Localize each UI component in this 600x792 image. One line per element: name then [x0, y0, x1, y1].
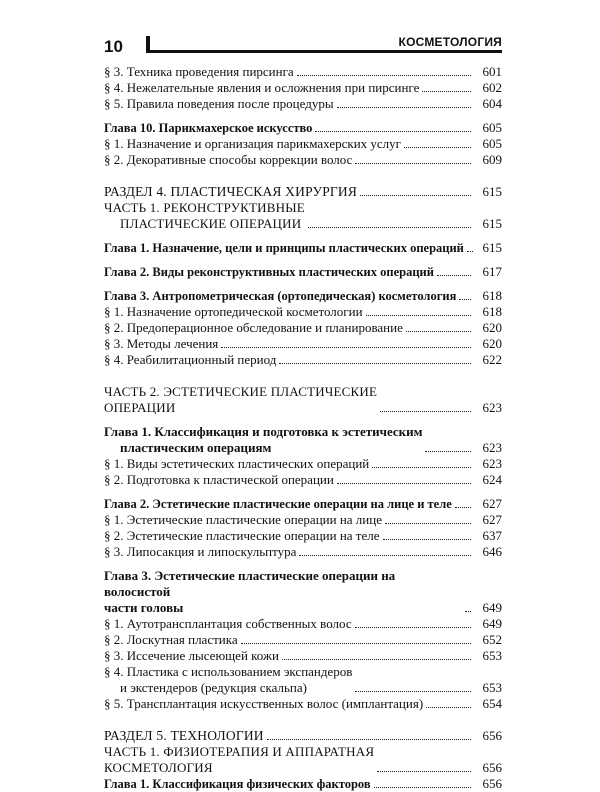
toc-entry[interactable]: § 1. Эстетические пластические операции на лице 627 — [104, 512, 502, 527]
toc-entry[interactable]: § 2. Лоскутная пластика 652 — [104, 632, 502, 647]
toc-page: 620 — [482, 320, 502, 335]
toc-chapter[interactable]: Глава 3. Антропометрическая (ортопедическая) косметология 618 — [104, 288, 502, 303]
toc-page: 602 — [482, 80, 502, 95]
toc-page: 656 — [482, 728, 502, 743]
toc-chapter[interactable]: Глава 10. Парикмахерское искусство 605 — [104, 120, 502, 135]
toc-page: 609 — [482, 152, 502, 167]
toc-page: 649 — [482, 616, 502, 631]
header-rule — [146, 50, 502, 53]
table-of-contents — [104, 64, 502, 792]
toc-section[interactable]: РАЗДЕЛ 5. ТЕХНОЛОГИИ 656 — [104, 728, 502, 743]
toc-part[interactable]: ЧАСТЬ 2. ЭСТЕТИЧЕСКИЕ ПЛАСТИЧЕСКИЕ ОПЕРАЦИИ 623 — [104, 384, 502, 415]
toc-page: 601 — [482, 64, 502, 79]
toc-page: 653 — [482, 648, 502, 663]
toc-page: 637 — [482, 528, 502, 543]
toc-page: 623 — [482, 400, 502, 415]
toc-entry[interactable]: § 1. Аутотрансплантация собственных волос 649 — [104, 616, 502, 631]
toc-entry[interactable]: § 4. Пластика с использованием экспандеров и экстендеров (редукция скальпа) 653 — [104, 664, 502, 695]
toc-entry[interactable]: § 5. Правила поведения после процедуры 604 — [104, 96, 502, 111]
toc-page: 623 — [482, 456, 502, 471]
toc-page: 627 — [482, 512, 502, 527]
toc-page: 618 — [482, 288, 502, 303]
page-header — [104, 34, 502, 58]
toc-entry[interactable]: § 1. Назначение ортопедической косметологии 618 — [104, 304, 502, 319]
page-number: 10 — [104, 37, 123, 56]
toc-page: 624 — [482, 472, 502, 487]
toc-chapter[interactable]: Глава 1. Назначение, цели и принципы пластических операций 615 — [104, 240, 502, 255]
toc-chapter[interactable]: Глава 1. Классификация физических факторов 656 — [104, 776, 502, 791]
toc-page: 622 — [482, 352, 502, 367]
toc-entry[interactable]: § 5. Трансплантация искусственных волос (имплантация) 654 — [104, 696, 502, 711]
toc-entry[interactable]: § 2. Предоперационное обследование и планирование 620 — [104, 320, 502, 335]
toc-page: 646 — [482, 544, 502, 559]
toc-entry[interactable]: § 3. Методы лечения 620 — [104, 336, 502, 351]
toc-page: 605 — [482, 136, 502, 151]
running-title: КОСМЕТОЛОГИЯ — [391, 35, 502, 49]
toc-entry[interactable]: § 4. Нежелательные явления и осложнения при пирсинге 602 — [104, 80, 502, 95]
toc-entry[interactable]: § 1. Назначение и организация парикмахерских услуг 605 — [104, 136, 502, 151]
toc-part[interactable]: ЧАСТЬ 1. ФИЗИОТЕРАПИЯ И АППАРАТНАЯ КОСМЕТОЛОГИЯ 656 — [104, 744, 502, 775]
toc-entry[interactable]: § 2. Подготовка к пластической операции 624 — [104, 472, 502, 487]
toc-page: 620 — [482, 336, 502, 351]
toc-chapter[interactable]: Глава 1. Классификация и подготовка к эстетическим пластическим операциям 623 — [104, 424, 502, 455]
toc-page: 654 — [482, 696, 502, 711]
toc-page: 649 — [482, 600, 502, 615]
toc-page: 615 — [482, 216, 502, 231]
toc-page: 617 — [482, 264, 502, 279]
toc-page: 623 — [482, 440, 502, 455]
toc-section[interactable]: РАЗДЕЛ 4. ПЛАСТИЧЕСКАЯ ХИРУРГИЯ 615 — [104, 184, 502, 199]
toc-page: 615 — [482, 184, 502, 199]
toc-page: 615 — [482, 240, 502, 255]
toc-entry[interactable]: § 1. Виды эстетических пластических операций 623 — [104, 456, 502, 471]
toc-page: 652 — [482, 632, 502, 647]
toc-part[interactable]: ЧАСТЬ 1. РЕКОНСТРУКТИВНЫЕ ПЛАСТИЧЕСКИЕ ОПЕРАЦИИ 615 — [104, 200, 502, 231]
toc-page: 656 — [482, 776, 502, 791]
toc-entry[interactable]: § 3. Техника проведения пирсинга 601 — [104, 64, 502, 79]
toc-entry[interactable]: § 3. Липосакция и липоскульптура 646 — [104, 544, 502, 559]
toc-page: 605 — [482, 120, 502, 135]
toc-page: 618 — [482, 304, 502, 319]
toc-entry[interactable]: § 2. Эстетические пластические операции на теле 637 — [104, 528, 502, 543]
toc-page: 656 — [482, 760, 502, 775]
toc-page: 604 — [482, 96, 502, 111]
toc-chapter[interactable]: Глава 3. Эстетические пластические операции на волосистой части головы 649 — [104, 568, 502, 615]
toc-chapter[interactable]: Глава 2. Виды реконструктивных пластических операций 617 — [104, 264, 502, 279]
toc-entry[interactable]: § 2. Декоративные способы коррекции волос 609 — [104, 152, 502, 167]
toc-page: 627 — [482, 496, 502, 511]
toc-entry[interactable]: § 3. Иссечение лысеющей кожи 653 — [104, 648, 502, 663]
toc-page: 653 — [482, 680, 502, 695]
toc-entry[interactable]: § 4. Реабилитационный период 622 — [104, 352, 502, 367]
toc-chapter[interactable]: Глава 2. Эстетические пластические операции на лице и теле 627 — [104, 496, 502, 511]
